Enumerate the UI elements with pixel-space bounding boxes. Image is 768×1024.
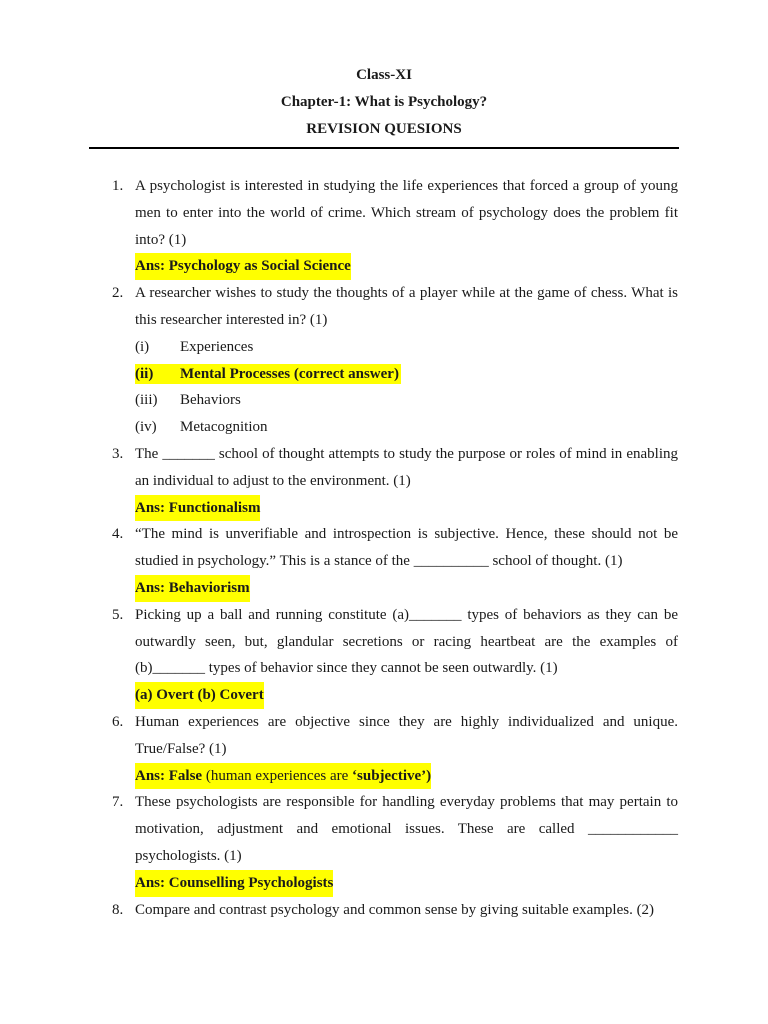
question-text: studied in psychology.” This is a stance of the __________ school of thought. (1): [135, 553, 623, 570]
question-number: 8.: [112, 901, 124, 918]
answer-7: [0, 870, 768, 897]
question-1-cont: [0, 200, 768, 227]
question-text: motivation, adjustment and emotional issues. These are called ____________: [135, 821, 678, 838]
answer-text: [135, 763, 431, 790]
option-item-correct: [0, 361, 768, 388]
question-number: 7.: [112, 794, 124, 811]
question-1: [0, 173, 768, 200]
document-header: [0, 62, 768, 143]
header-divider: [89, 147, 679, 149]
question-text: Human experiences are objective since they are highly individualized and unique.: [135, 713, 678, 730]
option-number: (ii): [135, 365, 154, 382]
answer-3: [0, 495, 768, 522]
option-item: [0, 334, 768, 361]
question-8: [0, 897, 768, 924]
answer-text: Ans: Psychology as Social Science: [135, 253, 351, 280]
question-6-cont: [0, 736, 768, 763]
question-text: A psychologist is interested in studying the life experiences that forced a group of young: [135, 178, 678, 194]
question-5-cont: [0, 655, 768, 682]
question-1-cont: [0, 227, 768, 254]
question-text: These psychologists are responsible for handling everyday problems that may pertain to: [135, 794, 678, 811]
answer-6: [0, 763, 768, 790]
question-number: 2.: [112, 285, 124, 302]
question-text: into? (1): [135, 231, 187, 248]
question-text: Compare and contrast psychology and common sense by giving suitable examples. (2): [135, 901, 655, 918]
question-number: 3.: [112, 445, 124, 462]
question-text: an individual to adjust to the environment. (1): [135, 472, 411, 489]
answer-text: Ans: Functionalism: [135, 495, 260, 522]
question-text: (b)_______ types of behavior since they cannot be seen outwardly. (1): [135, 660, 558, 677]
question-list: [0, 173, 768, 923]
question-text: “The mind is unverifiable and introspection is subjective. Hence, these should not be: [135, 526, 678, 543]
question-6: [0, 709, 768, 736]
question-text: this researcher interested in? (1): [135, 311, 328, 328]
question-3-cont: [0, 468, 768, 495]
question-text: True/False? (1): [135, 740, 227, 757]
option-number: (iv): [135, 419, 157, 436]
answer-text: (a) Overt (b) Covert: [135, 682, 264, 709]
question-number: 5.: [112, 606, 124, 623]
question-5: [0, 602, 768, 629]
question-2: [0, 280, 768, 307]
option-text: Metacognition: [180, 419, 268, 436]
question-5-cont: [0, 629, 768, 656]
answer-text: Ans: Counselling Psychologists: [135, 870, 333, 897]
option-text: Behaviors: [180, 392, 241, 409]
chapter-heading: Chapter-1: What is Psychology?: [280, 94, 488, 110]
question-text: A researcher wishes to study the thoughts of a player while at the game of chess. What is: [135, 285, 678, 302]
answer-4: [0, 575, 768, 602]
answer-label: Ans: False: [135, 767, 203, 784]
class-heading: Class-XI: [356, 67, 412, 83]
question-number: 6.: [112, 713, 124, 730]
question-text: psychologists. (1): [135, 847, 242, 864]
option-number: (iii): [135, 392, 158, 409]
option-item: [0, 387, 768, 414]
option-item: [0, 414, 768, 441]
question-number: 4.: [112, 526, 124, 543]
answer-note: (human experiences are: [202, 767, 353, 784]
answer-5: [0, 682, 768, 709]
question-text: Picking up a ball and running constitute (a)_______ types of behaviors as they can be: [135, 606, 678, 623]
question-3: [0, 441, 768, 468]
question-7-cont: [0, 843, 768, 870]
answer-text: Ans: Behaviorism: [135, 575, 250, 602]
option-number: (i): [135, 338, 150, 355]
option-text: Mental Processes (correct answer): [180, 365, 399, 382]
question-7-cont: [0, 816, 768, 843]
option-text: Experiences: [180, 338, 254, 355]
question-4: [0, 521, 768, 548]
question-text: men to enter into the world of crime. Which stream of psychology does the problem fit: [135, 204, 678, 221]
question-number: 1.: [112, 178, 124, 194]
answer-emphasis: ‘subjective’): [352, 767, 432, 784]
page-title: REVISION QUESIONS: [306, 121, 462, 137]
question-4-cont: [0, 548, 768, 575]
answer-1: [0, 253, 768, 280]
question-text: outwardly seen, but, glandular secretions or racing heartbeat are the examples of: [135, 633, 678, 650]
question-2-cont: [0, 307, 768, 334]
question-text: The _______ school of thought attempts to study the purpose or roles of mind in enabling: [135, 445, 678, 462]
question-7: [0, 789, 768, 816]
